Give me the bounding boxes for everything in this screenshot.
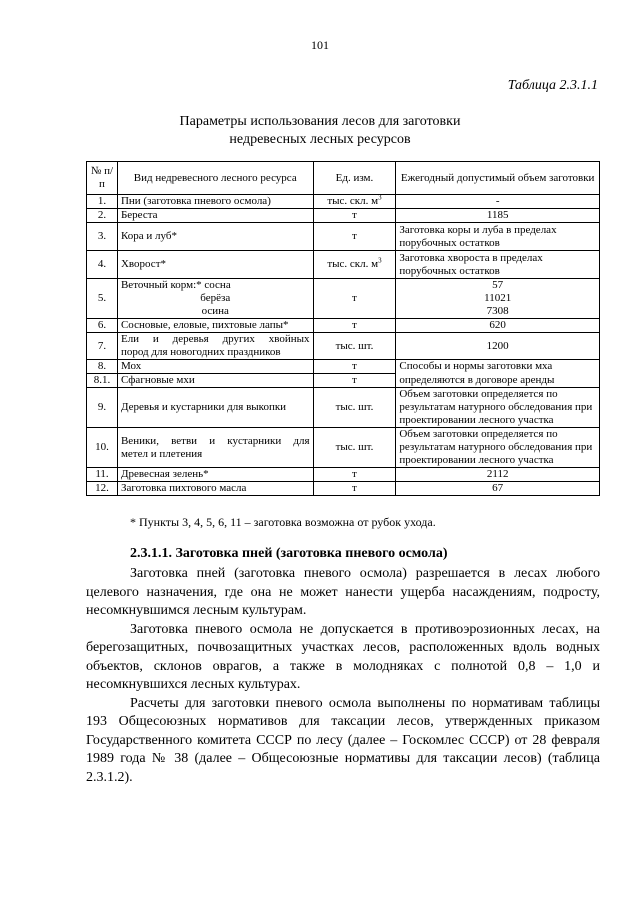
header-volume: Ежегодный допустимый объем заготовки (396, 162, 600, 195)
table-row (87, 374, 600, 388)
cell-unit: т (313, 209, 396, 223)
unit-text: тыс. скл. м (327, 258, 379, 270)
unit-text: тыс. скл. м (327, 195, 379, 207)
cell-volume: Способы и нормы заготовки мха (396, 360, 600, 374)
table-row (87, 428, 600, 468)
cell-volume: 620 (396, 319, 600, 333)
cell-resource: Мох (117, 360, 313, 374)
resources-table (86, 161, 600, 496)
cell-unit: тыс. шт. (313, 388, 396, 428)
volume-line: 7308 (486, 305, 509, 317)
cell-num: 10. (87, 428, 118, 468)
body-text (86, 565, 600, 787)
cell-unit (313, 195, 396, 209)
cell-volume: Объем заготовки определяется по результатам натурного обследования при проектировании лесного участка (396, 428, 600, 468)
cell-num: 4. (87, 251, 118, 279)
cell-volume: 67 (396, 482, 600, 496)
unit-superscript: 3 (378, 193, 382, 202)
cell-unit: т (313, 360, 396, 374)
cell-num: 12. (87, 482, 118, 496)
table-header-row (87, 162, 600, 195)
paragraph: Заготовка пней (заготовка пневого осмола) разрешается в лесах любого целевого назначения, где она не может нанести ущерба насаждениям, подросту, несомкнувшимся лесным культурам. (86, 566, 600, 618)
cell-num: 11. (87, 468, 118, 482)
cell-volume: Заготовка хвороста в пределах порубочных остатков (396, 251, 600, 279)
cell-num: 1. (87, 195, 118, 209)
cell-num: 8. (87, 360, 118, 374)
cell-volume: определяются в договоре аренды (396, 374, 600, 388)
cell-volume: 1185 (396, 209, 600, 223)
cell-resource: Береста (117, 209, 313, 223)
table-row (87, 279, 600, 319)
table-row (87, 482, 600, 496)
cell-unit: т (313, 319, 396, 333)
paragraph: Расчеты для заготовки пневого осмола выполнены по нормативам таблицы 193 Общесоюзных нормативов для таксации лесов, утвержденных приказом Государственного комитета СССР по лесу (далее – Госкомлес СССР) от 28 февраля 1989 года № 38 (далее – Общесоюзные нормативы для таксации лесов) (таблица 2.3.1.2). (86, 695, 600, 785)
resource-line: Веточный корм:* сосна (120, 279, 231, 291)
resource-line: Веники, ветви и кустарники для (120, 434, 310, 447)
table-row (87, 319, 600, 333)
cell-volume: Объем заготовки определяется по результатам натурного обследования при проектировании лесного участка (396, 388, 600, 428)
cell-resource: Древесная зелень* (117, 468, 313, 482)
cell-resource (117, 279, 313, 319)
cell-volume: Заготовка коры и луба в пределах порубочных остатков (396, 223, 600, 251)
cell-unit: т (313, 374, 396, 388)
table-row (87, 195, 600, 209)
cell-num: 6. (87, 319, 118, 333)
cell-num: 3. (87, 223, 118, 251)
cell-resource (117, 333, 313, 360)
table-title (0, 113, 640, 149)
volume-line: 57 (492, 279, 504, 291)
table-row (87, 468, 600, 482)
cell-volume: 1200 (396, 333, 600, 360)
table-row (87, 360, 600, 374)
resource-line: пород для новогодних праздников (120, 346, 281, 358)
cell-resource: Заготовка пихтового масла (117, 482, 313, 496)
cell-unit: т (313, 468, 396, 482)
cell-num: 7. (87, 333, 118, 360)
table-row (87, 388, 600, 428)
cell-resource: Сфагновые мхи (117, 374, 313, 388)
header-resource: Вид недревесного лесного ресурса (117, 162, 313, 195)
cell-num: 2. (87, 209, 118, 223)
cell-volume (396, 279, 600, 319)
cell-num: 9. (87, 388, 118, 428)
cell-resource (117, 428, 313, 468)
cell-resource: Сосновые, еловые, пихтовые лапы* (117, 319, 313, 333)
cell-unit: тыс. шт. (313, 428, 396, 468)
table-row (87, 209, 600, 223)
cell-resource: Пни (заготовка пневого осмола) (117, 195, 313, 209)
cell-unit: т (313, 223, 396, 251)
resource-line: Ели и деревья других хвойных (120, 333, 310, 345)
cell-resource: Кора и луб* (117, 223, 313, 251)
cell-num: 5. (87, 279, 118, 319)
cell-volume: - (396, 195, 600, 209)
cell-unit (313, 251, 396, 279)
page-number: 101 (311, 38, 329, 52)
table-footnote: * Пункты 3, 4, 5, 6, 11 – заготовка возможна от рубок ухода. (130, 515, 436, 529)
cell-resource: Хворост* (117, 251, 313, 279)
resource-line: берёза (200, 292, 231, 304)
table-row (87, 223, 600, 251)
volume-line: 11021 (484, 292, 512, 304)
cell-unit: т (313, 279, 396, 319)
cell-unit: тыс. шт. (313, 333, 396, 360)
header-unit: Ед. изм. (313, 162, 396, 195)
cell-resource: Деревья и кустарники для выкопки (117, 388, 313, 428)
table-label: Таблица 2.3.1.1 (507, 78, 598, 93)
table-title-line2: недревесных лесных ресурсов (229, 132, 411, 147)
header-num: № п/п (87, 162, 118, 195)
paragraph: Заготовка пневого осмола не допускается в противоэрозионных лесах, на берегозащитных, почвозащитных участках лесов, расположенных вдоль водных объектов, склонов оврагов, а также в молодняках с полнотой 0,8 – 1,0 и несомкнувшихся лесных культурах. (86, 621, 600, 692)
cell-num: 8.1. (87, 374, 118, 388)
section-heading: 2.3.1.1. Заготовка пней (заготовка пневого осмола) (130, 546, 448, 561)
cell-unit: т (313, 482, 396, 496)
table-row (87, 251, 600, 279)
resource-line: осина (201, 305, 229, 317)
resource-line: метел и плетения (120, 447, 203, 460)
cell-volume: 2112 (396, 468, 600, 482)
table-row (87, 333, 600, 360)
unit-superscript: 3 (378, 256, 382, 265)
table-title-line1: Параметры использования лесов для заготовки (179, 114, 461, 129)
